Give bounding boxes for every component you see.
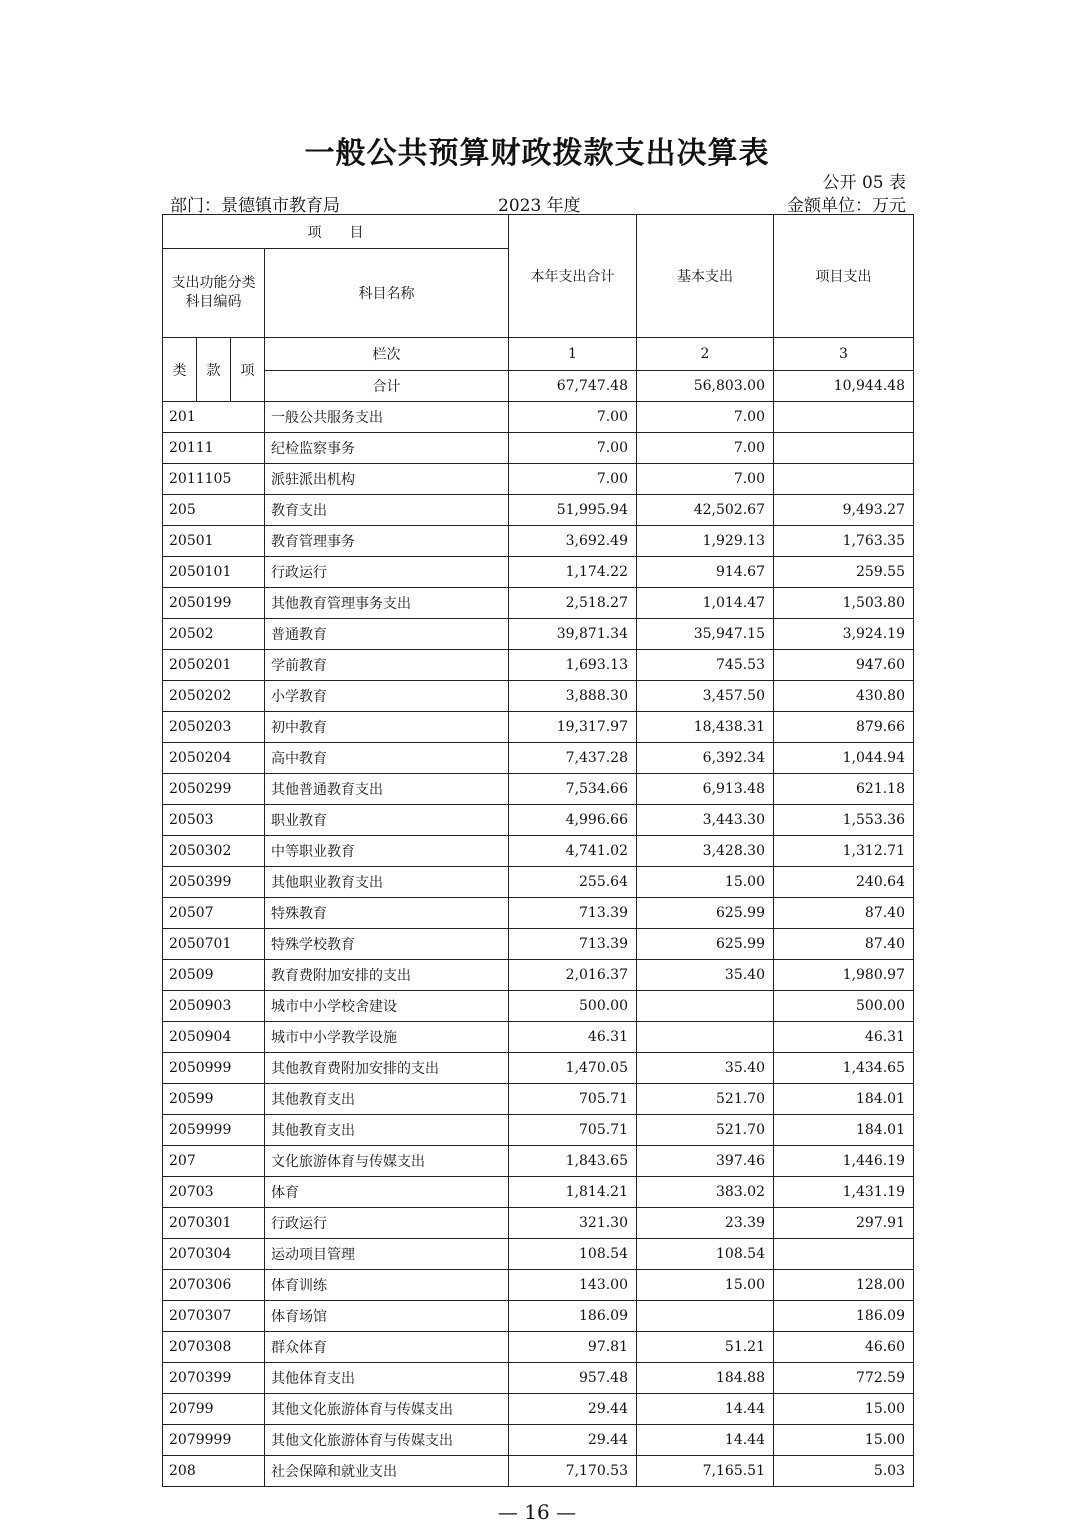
row-basic: 23.39 (637, 1208, 774, 1239)
row-code: 201 (163, 402, 265, 433)
row-total: 713.39 (509, 929, 637, 960)
table-row (163, 1363, 914, 1394)
table-row (163, 402, 914, 433)
row-total: 7,534.66 (509, 774, 637, 805)
row-total: 143.00 (509, 1270, 637, 1301)
row-total: 39,871.34 (509, 619, 637, 650)
row-total: 4,741.02 (509, 836, 637, 867)
row-total: 29.44 (509, 1425, 637, 1456)
table-row (163, 1146, 914, 1177)
row-project: 3,924.19 (774, 619, 914, 650)
row-subject-name: 其他普通教育支出 (265, 774, 509, 805)
row-project: 500.00 (774, 991, 914, 1022)
row-code: 208 (163, 1456, 265, 1487)
row-project: 1,044.94 (774, 743, 914, 774)
row-subject-name: 教育管理事务 (265, 526, 509, 557)
row-basic: 35.40 (637, 960, 774, 991)
row-project: 1,431.19 (774, 1177, 914, 1208)
row-project (774, 433, 914, 464)
row-subject-name: 特殊教育 (265, 898, 509, 929)
amount-unit: 金额单位：万元 (787, 196, 906, 216)
table-row (163, 1456, 914, 1487)
table-row (163, 1022, 914, 1053)
table-row (163, 991, 914, 1022)
row-subject-name: 体育训练 (265, 1270, 509, 1301)
row-code: 20703 (163, 1177, 265, 1208)
table-row (163, 557, 914, 588)
row-project: 184.01 (774, 1084, 914, 1115)
row-code: 2050203 (163, 712, 265, 743)
row-project: 15.00 (774, 1425, 914, 1456)
row-code: 2050701 (163, 929, 265, 960)
row-code: 2050399 (163, 867, 265, 898)
row-project (774, 1239, 914, 1270)
row-basic: 14.44 (637, 1394, 774, 1425)
row-project: 5.03 (774, 1456, 914, 1487)
row-subject-name: 其他教育支出 (265, 1084, 509, 1115)
row-total: 29.44 (509, 1394, 637, 1425)
row-basic: 184.88 (637, 1363, 774, 1394)
table-row (163, 1332, 914, 1363)
row-project: 1,312.71 (774, 836, 914, 867)
row-code: 2070306 (163, 1270, 265, 1301)
table-row (163, 433, 914, 464)
row-project: 947.60 (774, 650, 914, 681)
row-basic: 7.00 (637, 402, 774, 433)
row-basic: 3,428.30 (637, 836, 774, 867)
row-basic (637, 1022, 774, 1053)
row-subject-name: 其他教育费附加安排的支出 (265, 1053, 509, 1084)
row-project: 128.00 (774, 1270, 914, 1301)
table-row (163, 1425, 914, 1456)
row-basic: 521.70 (637, 1115, 774, 1146)
row-basic: 14.44 (637, 1425, 774, 1456)
row-basic: 18,438.31 (637, 712, 774, 743)
header-subject-name: 科目名称 (265, 249, 509, 338)
table-row (163, 1239, 914, 1270)
row-total: 51,995.94 (509, 495, 637, 526)
row-project: 1,980.97 (774, 960, 914, 991)
page-number: — 16 — (497, 1500, 577, 1524)
row-subject-name: 教育费附加安排的支出 (265, 960, 509, 991)
row-project: 184.01 (774, 1115, 914, 1146)
row-project: 240.64 (774, 867, 914, 898)
row-code: 2050904 (163, 1022, 265, 1053)
budget-table (162, 214, 914, 1487)
row-code: 20507 (163, 898, 265, 929)
table-row (163, 588, 914, 619)
table-row (163, 929, 914, 960)
row-basic: 108.54 (637, 1239, 774, 1270)
form-number: 公开 05 表 (822, 173, 906, 193)
row-basic: 745.53 (637, 650, 774, 681)
row-project (774, 402, 914, 433)
table-row (163, 1270, 914, 1301)
table-row (163, 1208, 914, 1239)
row-total: 19,317.97 (509, 712, 637, 743)
row-code: 205 (163, 495, 265, 526)
row-project: 87.40 (774, 898, 914, 929)
row-basic: 6,392.34 (637, 743, 774, 774)
row-project: 46.31 (774, 1022, 914, 1053)
row-basic: 15.00 (637, 1270, 774, 1301)
header-kuan: 款 (197, 338, 231, 402)
row-subject-name: 行政运行 (265, 557, 509, 588)
table-row (163, 526, 914, 557)
table-row (163, 1053, 914, 1084)
row-code: 2050999 (163, 1053, 265, 1084)
row-basic: 1,014.47 (637, 588, 774, 619)
row-code: 2070308 (163, 1332, 265, 1363)
row-total: 2,518.27 (509, 588, 637, 619)
row-code: 20799 (163, 1394, 265, 1425)
row-total: 2,016.37 (509, 960, 637, 991)
row-total: 705.71 (509, 1115, 637, 1146)
row-project: 297.91 (774, 1208, 914, 1239)
row-project: 46.60 (774, 1332, 914, 1363)
row-total: 255.64 (509, 867, 637, 898)
row-basic: 914.67 (637, 557, 774, 588)
row-project (774, 464, 914, 495)
row-total: 1,693.13 (509, 650, 637, 681)
row-basic: 3,457.50 (637, 681, 774, 712)
row-project: 1,553.36 (774, 805, 914, 836)
row-total: 46.31 (509, 1022, 637, 1053)
row-subject-name: 普通教育 (265, 619, 509, 650)
table-row (163, 495, 914, 526)
fiscal-year: 2023 年度 (498, 196, 581, 216)
table-row (163, 650, 914, 681)
row-total: 957.48 (509, 1363, 637, 1394)
table-row (163, 867, 914, 898)
row-project: 772.59 (774, 1363, 914, 1394)
table-row (163, 1394, 914, 1425)
row-subject-name: 高中教育 (265, 743, 509, 774)
header-xiang: 项 (231, 338, 265, 402)
row-subject-name: 纪检监察事务 (265, 433, 509, 464)
row-project: 1,763.35 (774, 526, 914, 557)
sum-label: 合计 (265, 371, 509, 402)
row-total: 7.00 (509, 402, 637, 433)
row-total: 500.00 (509, 991, 637, 1022)
row-total: 7.00 (509, 433, 637, 464)
table-row (163, 619, 914, 650)
row-code: 2050201 (163, 650, 265, 681)
row-total: 108.54 (509, 1239, 637, 1270)
row-basic: 3,443.30 (637, 805, 774, 836)
row-code: 2059999 (163, 1115, 265, 1146)
row-code: 2050903 (163, 991, 265, 1022)
table-row (163, 836, 914, 867)
table-row (163, 1301, 914, 1332)
column-index-label: 栏次 (265, 338, 509, 371)
row-basic: 397.46 (637, 1146, 774, 1177)
row-project: 87.40 (774, 929, 914, 960)
row-code: 2050302 (163, 836, 265, 867)
row-total: 705.71 (509, 1084, 637, 1115)
row-total: 713.39 (509, 898, 637, 929)
row-total: 1,843.65 (509, 1146, 637, 1177)
row-basic: 42,502.67 (637, 495, 774, 526)
table-row (163, 805, 914, 836)
row-subject-name: 其他体育支出 (265, 1363, 509, 1394)
row-basic: 383.02 (637, 1177, 774, 1208)
row-project: 1,446.19 (774, 1146, 914, 1177)
row-total: 7.00 (509, 464, 637, 495)
row-code: 2050299 (163, 774, 265, 805)
table-row (163, 774, 914, 805)
row-project: 430.80 (774, 681, 914, 712)
column-index-2: 2 (637, 338, 774, 371)
row-code: 2070301 (163, 1208, 265, 1239)
table-row (163, 960, 914, 991)
header-code-group: 支出功能分类科目编码 (163, 249, 265, 338)
row-subject-name: 其他文化旅游体育与传媒支出 (265, 1425, 509, 1456)
row-basic: 35.40 (637, 1053, 774, 1084)
row-subject-name: 中等职业教育 (265, 836, 509, 867)
row-subject-name: 特殊学校教育 (265, 929, 509, 960)
table-row (163, 1177, 914, 1208)
row-subject-name: 体育 (265, 1177, 509, 1208)
row-total: 1,470.05 (509, 1053, 637, 1084)
row-basic: 521.70 (637, 1084, 774, 1115)
row-subject-name: 小学教育 (265, 681, 509, 712)
row-project: 1,503.80 (774, 588, 914, 619)
row-code: 207 (163, 1146, 265, 1177)
column-index-3: 3 (774, 338, 914, 371)
row-code: 2011105 (163, 464, 265, 495)
header-lei: 类 (163, 338, 197, 402)
row-subject-name: 城市中小学教学设施 (265, 1022, 509, 1053)
table-row (163, 1115, 914, 1146)
row-subject-name: 其他文化旅游体育与传媒支出 (265, 1394, 509, 1425)
table-row (163, 743, 914, 774)
row-basic (637, 991, 774, 1022)
row-subject-name: 文化旅游体育与传媒支出 (265, 1146, 509, 1177)
row-project: 621.18 (774, 774, 914, 805)
row-code: 20503 (163, 805, 265, 836)
row-code: 2050204 (163, 743, 265, 774)
row-code: 20111 (163, 433, 265, 464)
row-total: 7,437.28 (509, 743, 637, 774)
row-subject-name: 其他教育支出 (265, 1115, 509, 1146)
row-subject-name: 学前教育 (265, 650, 509, 681)
row-total: 3,692.49 (509, 526, 637, 557)
row-subject-name: 行政运行 (265, 1208, 509, 1239)
row-subject-name: 一般公共服务支出 (265, 402, 509, 433)
row-total: 1,174.22 (509, 557, 637, 588)
row-code: 2050202 (163, 681, 265, 712)
row-basic (637, 1301, 774, 1332)
table-row (163, 712, 914, 743)
row-project: 15.00 (774, 1394, 914, 1425)
row-subject-name: 派驻派出机构 (265, 464, 509, 495)
page-title: 一般公共预算财政拨款支出决算表 (304, 136, 770, 171)
row-code: 2070399 (163, 1363, 265, 1394)
row-total: 3,888.30 (509, 681, 637, 712)
row-total: 321.30 (509, 1208, 637, 1239)
row-basic: 6,913.48 (637, 774, 774, 805)
row-project: 9,493.27 (774, 495, 914, 526)
row-code: 2070304 (163, 1239, 265, 1270)
row-code: 2050101 (163, 557, 265, 588)
row-code: 20599 (163, 1084, 265, 1115)
row-code: 20509 (163, 960, 265, 991)
row-basic: 1,929.13 (637, 526, 774, 557)
sum-total: 67,747.48 (509, 371, 637, 402)
table-row (163, 1084, 914, 1115)
row-basic: 7,165.51 (637, 1456, 774, 1487)
table-row (163, 464, 914, 495)
row-basic: 7.00 (637, 433, 774, 464)
row-project: 186.09 (774, 1301, 914, 1332)
header-project: 项目支出 (774, 215, 914, 338)
row-basic: 625.99 (637, 929, 774, 960)
row-project: 259.55 (774, 557, 914, 588)
department-label: 部门：景德镇市教育局 (170, 196, 340, 216)
row-basic: 51.21 (637, 1332, 774, 1363)
row-basic: 7.00 (637, 464, 774, 495)
row-total: 97.81 (509, 1332, 637, 1363)
row-basic: 625.99 (637, 898, 774, 929)
table-row (163, 681, 914, 712)
row-total: 7,170.53 (509, 1456, 637, 1487)
row-subject-name: 职业教育 (265, 805, 509, 836)
header-item: 项 目 (163, 215, 509, 249)
row-code: 2079999 (163, 1425, 265, 1456)
row-subject-name: 城市中小学校舍建设 (265, 991, 509, 1022)
row-code: 20501 (163, 526, 265, 557)
row-code: 2050199 (163, 588, 265, 619)
sum-basic: 56,803.00 (637, 371, 774, 402)
row-subject-name: 教育支出 (265, 495, 509, 526)
table-row (163, 898, 914, 929)
row-subject-name: 群众体育 (265, 1332, 509, 1363)
header-total: 本年支出合计 (509, 215, 637, 338)
header-basic: 基本支出 (637, 215, 774, 338)
row-subject-name: 其他职业教育支出 (265, 867, 509, 898)
row-subject-name: 运动项目管理 (265, 1239, 509, 1270)
row-total: 1,814.21 (509, 1177, 637, 1208)
sum-project: 10,944.48 (774, 371, 914, 402)
row-subject-name: 体育场馆 (265, 1301, 509, 1332)
row-subject-name: 社会保障和就业支出 (265, 1456, 509, 1487)
row-project: 1,434.65 (774, 1053, 914, 1084)
row-project: 879.66 (774, 712, 914, 743)
row-total: 4,996.66 (509, 805, 637, 836)
column-index-1: 1 (509, 338, 637, 371)
row-total: 186.09 (509, 1301, 637, 1332)
row-code: 20502 (163, 619, 265, 650)
row-subject-name: 其他教育管理事务支出 (265, 588, 509, 619)
row-subject-name: 初中教育 (265, 712, 509, 743)
row-basic: 35,947.15 (637, 619, 774, 650)
row-basic: 15.00 (637, 867, 774, 898)
row-code: 2070307 (163, 1301, 265, 1332)
